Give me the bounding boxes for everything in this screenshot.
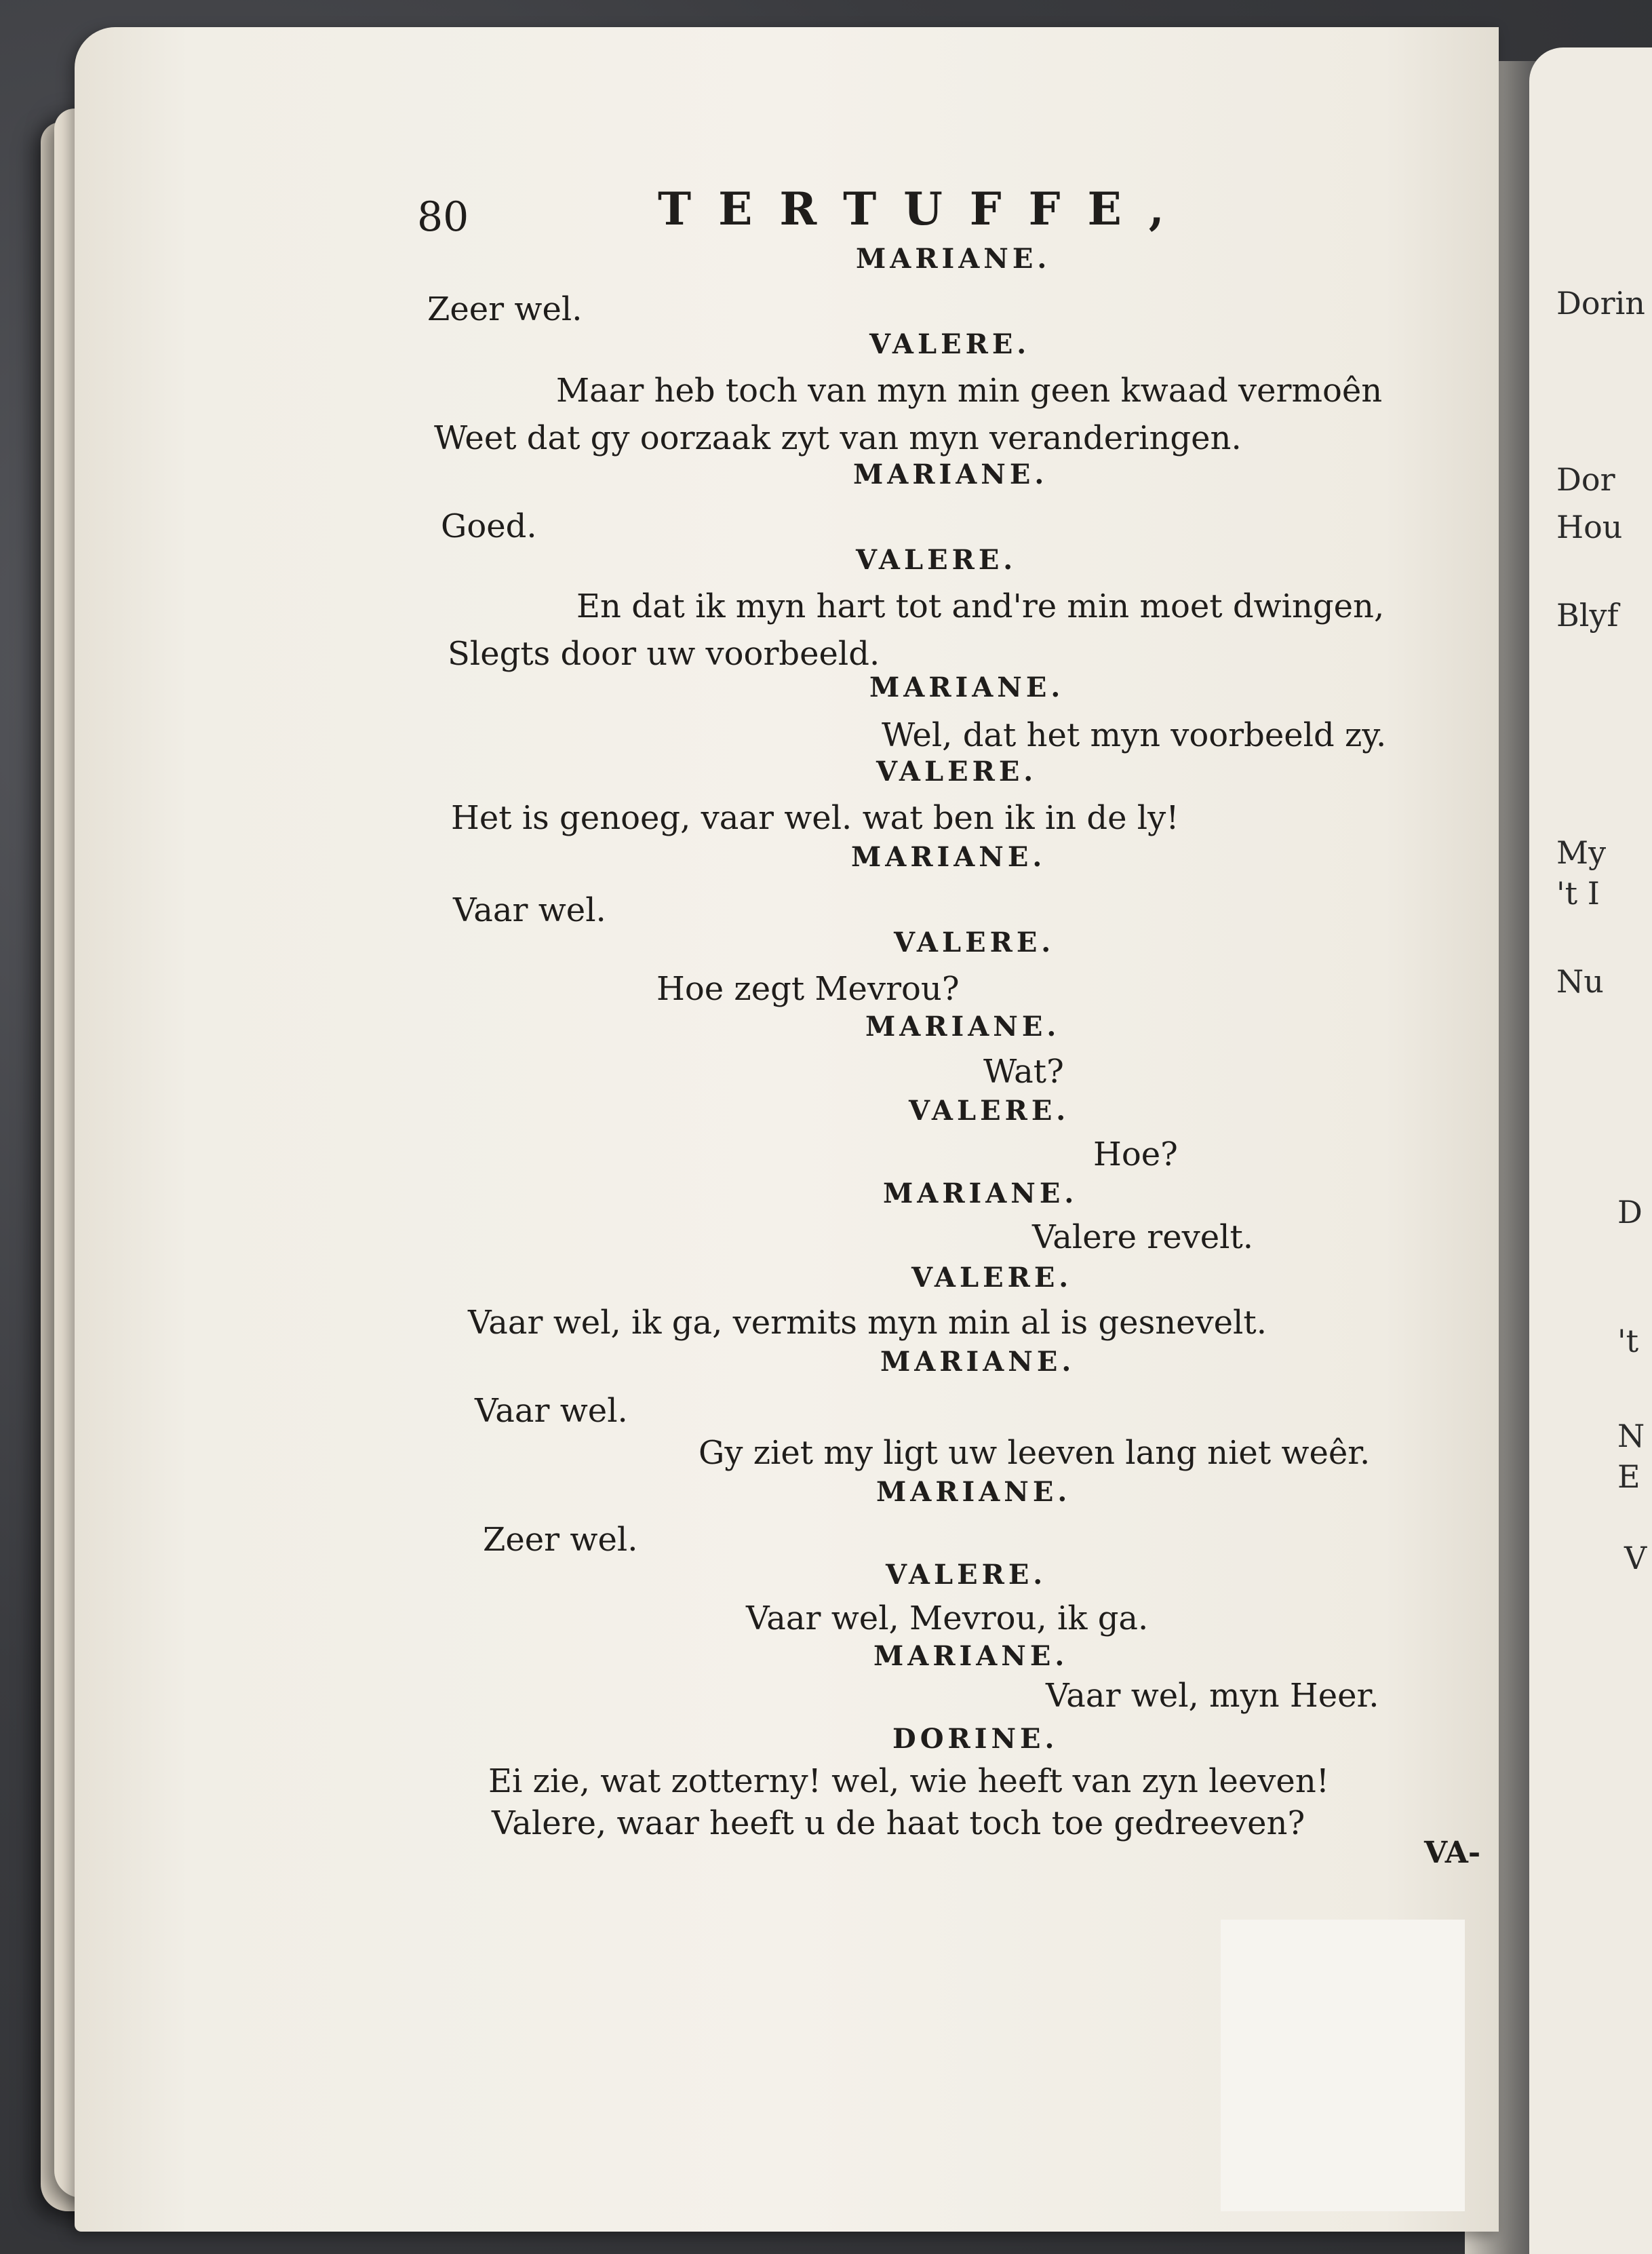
- right-page-fragment: 't: [1617, 1323, 1639, 1359]
- running-title: TERTUFFE,: [658, 182, 1192, 235]
- verse-line: Vaar wel, ik ga, vermits myn min al is gesnevelt.: [468, 1304, 1267, 1342]
- verse-line: Hoe?: [1093, 1135, 1178, 1173]
- right-page-fragment: Blyf: [1556, 597, 1619, 634]
- verse-line: Gy ziet my ligt uw leeven lang niet weêr.: [699, 1434, 1371, 1472]
- verse-line: Vaar wel.: [453, 891, 606, 929]
- speaker-label: VALERE.: [909, 1095, 1070, 1127]
- right-page-fragment: Dorin: [1556, 285, 1645, 322]
- right-page-fragment: Dor: [1556, 461, 1615, 498]
- verse-line: Vaar wel, myn Heer.: [1046, 1677, 1379, 1715]
- right-page-fragment: Hou: [1556, 509, 1623, 545]
- catchword: VA-: [1424, 1835, 1481, 1870]
- verse-line: Vaar wel, Mevrou, ik ga.: [746, 1599, 1149, 1637]
- verse-line: Valere revelt.: [1032, 1218, 1254, 1256]
- speaker-label: DORINE.: [892, 1723, 1059, 1755]
- verse-line: Ei zie, wat zotterny! wel, wie heeft van zyn leeven!: [488, 1762, 1330, 1800]
- right-page-fragment: N: [1617, 1418, 1645, 1454]
- speaker-label: VALERE.: [894, 927, 1055, 958]
- verse-line: Vaar wel.: [475, 1392, 628, 1430]
- right-page-fragment: Nu: [1556, 963, 1604, 1000]
- speaker-label: MARIANE.: [865, 1011, 1061, 1043]
- verse-line: Zeer wel.: [483, 1521, 638, 1559]
- speaker-label: MARIANE.: [869, 672, 1065, 703]
- right-page-fragment: E: [1617, 1458, 1640, 1495]
- right-page: [1529, 47, 1652, 2254]
- verse-line: Hoe zegt Mevrou?: [656, 970, 960, 1008]
- right-page-fragment: My: [1556, 834, 1607, 871]
- speaker-label: VALERE.: [911, 1262, 1073, 1294]
- speaker-label: VALERE.: [886, 1559, 1047, 1591]
- speaker-label: MARIANE.: [856, 243, 1051, 275]
- speaker-label: MARIANE.: [851, 841, 1046, 873]
- verse-line: Weet dat gy oorzaak zyt van myn veranderingen.: [434, 419, 1242, 457]
- speaker-label: MARIANE.: [880, 1346, 1076, 1378]
- speaker-label: MARIANE.: [876, 1476, 1071, 1508]
- verse-line: Maar heb toch van myn min geen kwaad vermoên: [556, 372, 1383, 410]
- verse-line: Valere, waar heeft u de haat toch toe gedreeven?: [492, 1804, 1305, 1842]
- verse-line: Slegts door uw voorbeeld.: [448, 635, 880, 673]
- right-page-fragment: V: [1624, 1540, 1647, 1576]
- verse-line: Wat?: [983, 1053, 1064, 1091]
- speaker-label: VALERE.: [876, 756, 1038, 788]
- left-page: [75, 27, 1499, 2232]
- page-number: 80: [417, 193, 469, 241]
- speaker-label: MARIANE.: [853, 459, 1048, 490]
- paper-patch: [1221, 1920, 1465, 2211]
- verse-line: Wel, dat het myn voorbeeld zy.: [882, 716, 1387, 754]
- speaker-label: MARIANE.: [883, 1178, 1078, 1209]
- verse-line: Het is genoeg, vaar wel. wat ben ik in de ly!: [451, 799, 1179, 837]
- right-page-fragment: 't I: [1556, 875, 1600, 912]
- verse-line: Goed.: [441, 507, 537, 545]
- verse-line: Zeer wel.: [427, 290, 583, 328]
- speaker-label: VALERE.: [869, 328, 1031, 360]
- right-page-fragment: D: [1617, 1194, 1643, 1230]
- speaker-label: VALERE.: [856, 544, 1017, 576]
- verse-line: En dat ik myn hart tot and're min moet dwingen,: [576, 587, 1385, 625]
- speaker-label: MARIANE.: [873, 1640, 1069, 1672]
